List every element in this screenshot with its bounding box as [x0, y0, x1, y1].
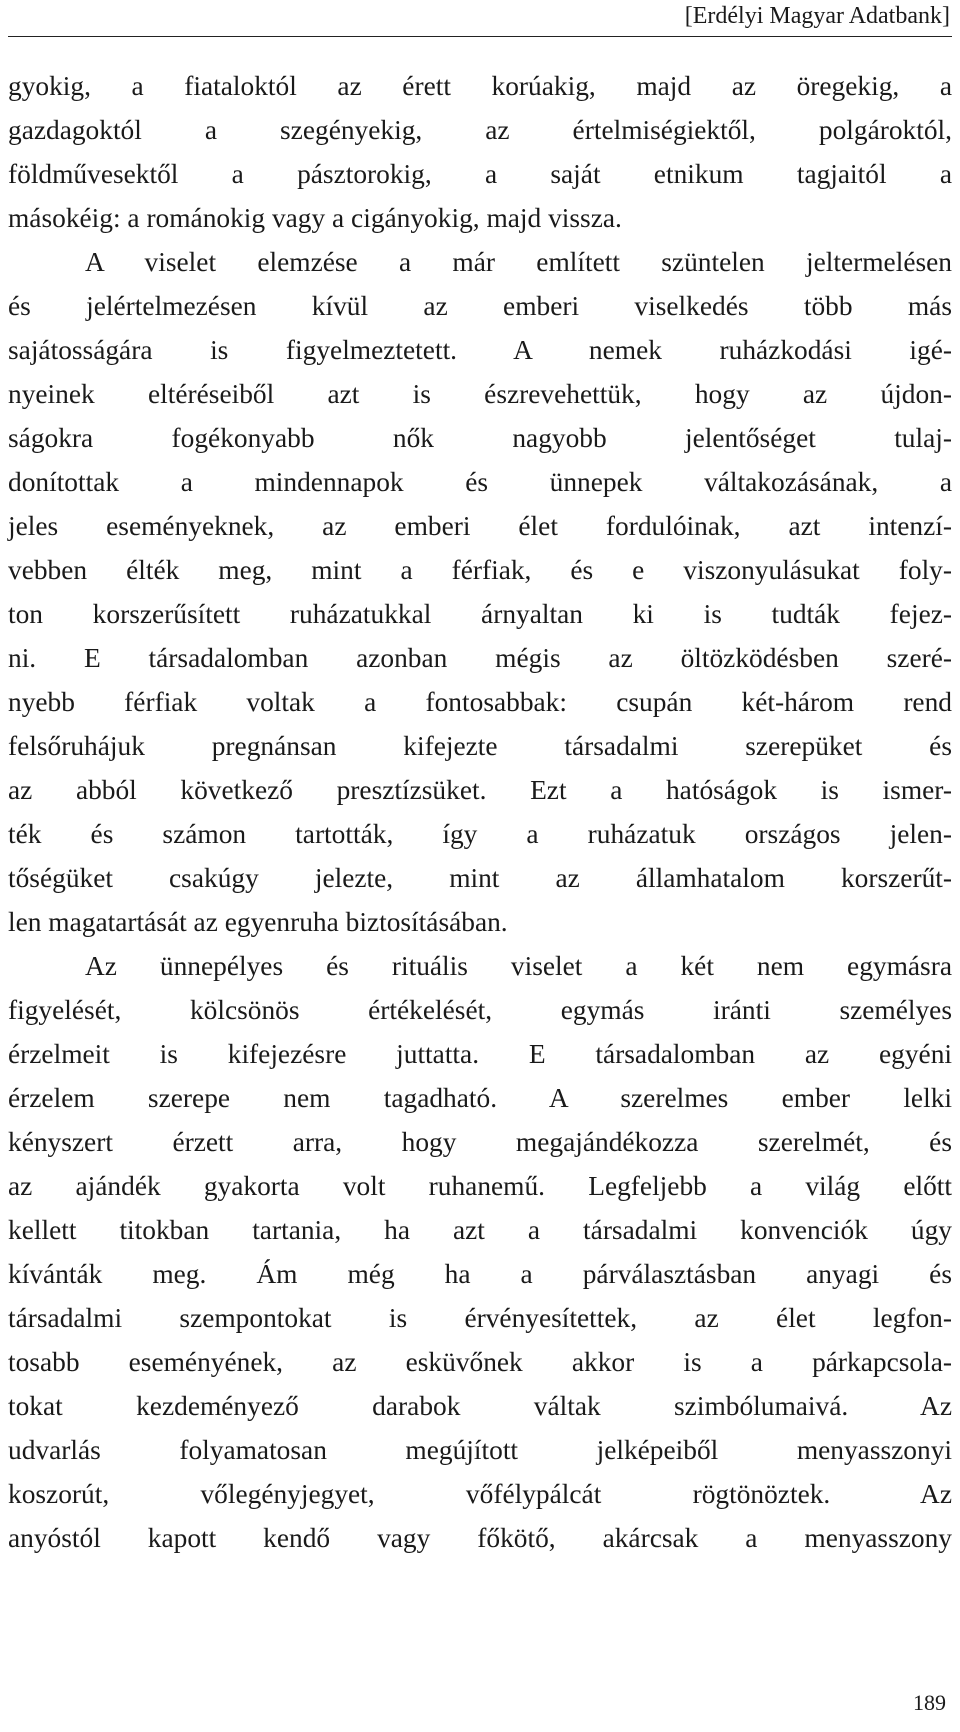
header-rule: [8, 36, 952, 37]
text-line: másokéig: a románokig vagy a cigányokig, majd vissza.: [8, 203, 622, 233]
body-text: [8, 64, 952, 1560]
text-line: nyebb férfiak voltak a fontosabbak: csupán két-három rend: [8, 687, 952, 717]
text-line: ték és számon tartották, így a ruházatuk országos jelen-: [8, 819, 952, 849]
page-number: 189: [913, 1690, 946, 1715]
text-line: vebben élték meg, mint a férfiak, és e viszonyulásukat foly-: [8, 555, 952, 585]
paragraph-start-line: Az ünnepélyes és rituális viselet a két nem egymásra: [85, 951, 952, 981]
text-line: koszorút, vőlegényjegyet, vőfélypálcát rögtönöztek. Az: [8, 1479, 952, 1509]
text-line: ni. E társadalomban azonban mégis az öltözködésben szeré-: [8, 643, 952, 673]
text-line: az abból következő presztízsüket. Ezt a hatóságok is ismer-: [8, 775, 952, 805]
text-line: gazdagoktól a szegényekig, az értelmiségiektől, polgároktól,: [8, 115, 952, 145]
text-line: len magatartását az egyenruha biztosításában.: [8, 907, 508, 937]
text-line: érzelmeit is kifejezésre juttatta. E társadalomban az egyéni: [8, 1039, 952, 1069]
text-line: udvarlás folyamatosan megújított jelképeiből menyasszonyi: [8, 1435, 952, 1465]
text-line: társadalmi szempontokat is érvényesítettek, az élet legfon-: [8, 1303, 952, 1333]
text-line: az ajándék gyakorta volt ruhanemű. Legfeljebb a világ előtt: [8, 1171, 952, 1201]
text-line: tőségüket csakúgy jelezte, mint az államhatalom korszerűt-: [8, 863, 952, 893]
text-line: és jelértelmezésen kívül az emberi viselkedés több más: [8, 291, 952, 321]
text-line: nyeinek eltéréseiből azt is észrevehettük, hogy az újdon-: [8, 379, 952, 409]
text-line: kívánták meg. Ám még ha a párválasztásban anyagi és: [8, 1259, 952, 1289]
text-line: jeles eseményeknek, az emberi élet fordulóinak, azt intenzí-: [8, 511, 952, 541]
text-line: ságokra fogékonyabb nők nagyobb jelentőséget tulaj-: [8, 423, 952, 453]
text-line: anyóstól kapott kendő vagy főkötő, akárcsak a menyasszony: [8, 1523, 952, 1553]
text-line: ton korszerűsített ruházatukkal árnyaltan ki is tudták fejez-: [8, 599, 952, 629]
text-line: felsőruhájuk pregnánsan kifejezte társadalmi szerepüket és: [8, 731, 952, 761]
text-line: tokat kezdeményező darabok váltak szimbólumaivá. Az: [8, 1391, 952, 1421]
text-line: földművesektől a pásztorokig, a saját etnikum tagjaitól a: [8, 159, 952, 189]
text-line: érzelem szerepe nem tagadható. A szerelmes ember lelki: [8, 1083, 952, 1113]
text-line: kellett titokban tartania, ha azt a társadalmi konvenciók úgy: [8, 1215, 952, 1245]
source-header: [Erdélyi Magyar Adatbank]: [684, 3, 950, 29]
text-line: figyelését, kölcsönös értékelését, egymás iránti személyes: [8, 995, 952, 1025]
text-line: sajátosságára is figyelmeztetett. A nemek ruházkodási igé-: [8, 335, 952, 365]
text-line: donítottak a mindennapok és ünnepek váltakozásának, a: [8, 467, 952, 497]
paragraph-start-line: A viselet elemzése a már említett szüntelen jeltermelésen: [85, 247, 952, 277]
text-line: kényszert érzett arra, hogy megajándékozza szerelmét, és: [8, 1127, 952, 1157]
text-line: tosabb eseményének, az esküvőnek akkor is a párkapcsola-: [8, 1347, 952, 1377]
text-line: gyokig, a fiataloktól az érett korúakig, majd az öregekig, a: [8, 71, 952, 101]
